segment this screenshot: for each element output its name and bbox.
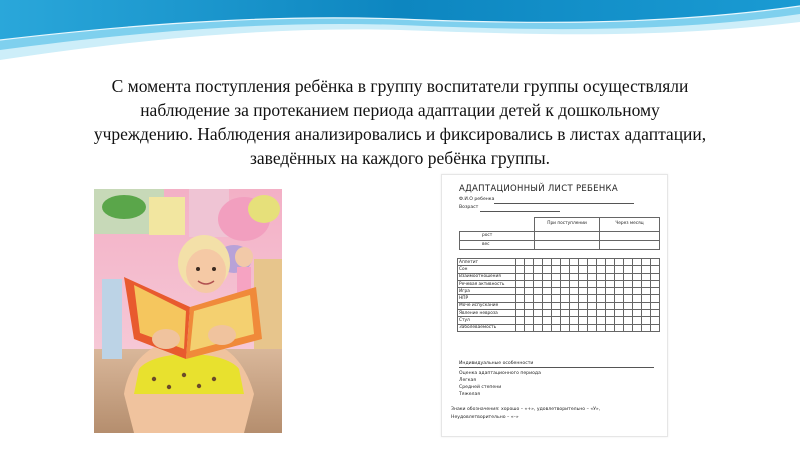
- observation-cell: [516, 317, 525, 324]
- observation-cell: [543, 310, 552, 317]
- observation-row: [458, 288, 660, 295]
- observation-cell: [588, 273, 597, 280]
- observation-cell: [570, 288, 579, 295]
- observation-cell: [543, 259, 552, 266]
- observation-cell: [516, 310, 525, 317]
- assessment-label: Оценка адаптационного периода: [459, 371, 541, 376]
- observation-cell: [588, 266, 597, 273]
- observation-cell: [597, 259, 606, 266]
- observation-cell: [579, 317, 588, 324]
- intro-line: наблюдение за протеканием периода адаптации детей к дошкольному: [140, 100, 660, 120]
- observation-cell: [606, 288, 615, 295]
- observation-cell: [642, 273, 651, 280]
- observation-cell: [615, 317, 624, 324]
- sheet-title: АДАПТАЦИОННЫЙ ЛИСТ РЕБЕНКА: [459, 184, 618, 194]
- observation-cell: [579, 280, 588, 287]
- observation-row-label: Явление невроза: [458, 310, 516, 317]
- individual-features-label: Индивидуальные особенности: [459, 361, 534, 366]
- observation-cell: [579, 273, 588, 280]
- age-label: Возраст: [459, 205, 479, 210]
- observation-cell: [525, 280, 534, 287]
- observation-cell: [597, 295, 606, 302]
- observation-cell: [597, 302, 606, 309]
- observation-row-label: Аппетит: [458, 259, 516, 266]
- observation-cell: [588, 259, 597, 266]
- observation-cell: [588, 302, 597, 309]
- observation-cell: [552, 302, 561, 309]
- observation-cell: [606, 324, 615, 331]
- observation-cell: [615, 266, 624, 273]
- observation-cell: [561, 302, 570, 309]
- observation-cell: [579, 266, 588, 273]
- observation-cell: [588, 280, 597, 287]
- observation-cell: [642, 259, 651, 266]
- observation-cell: [561, 310, 570, 317]
- adaptation-sheet: [441, 174, 668, 437]
- observation-cell: [525, 259, 534, 266]
- observation-cell: [525, 295, 534, 302]
- intro-line: заведённых на каждого ребёнка группы.: [249, 148, 551, 168]
- observation-cell: [552, 295, 561, 302]
- observation-cell: [570, 302, 579, 309]
- observation-cell: [642, 288, 651, 295]
- observation-cell: [651, 324, 660, 331]
- observation-cell: [552, 259, 561, 266]
- observation-row-label: Сон: [458, 266, 516, 273]
- observation-cell: [561, 288, 570, 295]
- growth-row-height: рост: [460, 232, 535, 241]
- level-severe: Тяжелая: [459, 392, 481, 397]
- observation-cell: [597, 288, 606, 295]
- observation-cell: [534, 266, 543, 273]
- observation-cell: [579, 295, 588, 302]
- observation-cell: [615, 288, 624, 295]
- observation-row: [458, 302, 660, 309]
- observation-cell: [624, 259, 633, 266]
- observation-cell: [516, 259, 525, 266]
- observation-cell: [651, 310, 660, 317]
- observation-cell: [597, 310, 606, 317]
- observation-row-label: Стул: [458, 317, 516, 324]
- observation-cell: [588, 288, 597, 295]
- observation-cell: [570, 280, 579, 287]
- observation-cell: [516, 302, 525, 309]
- observation-cell: [561, 317, 570, 324]
- observation-cell: [516, 295, 525, 302]
- level-light: Легкая: [459, 378, 477, 383]
- observation-cell: [552, 310, 561, 317]
- observation-cell: [552, 288, 561, 295]
- header-on-admission: При поступлении: [535, 218, 600, 232]
- observation-cell: [651, 273, 660, 280]
- observation-cell: [633, 273, 642, 280]
- observation-row: [458, 259, 660, 266]
- observation-cell: [561, 273, 570, 280]
- observation-cell: [597, 317, 606, 324]
- observation-cell: [633, 324, 642, 331]
- observation-cell: [651, 302, 660, 309]
- observation-cell: [543, 295, 552, 302]
- observation-cell: [534, 273, 543, 280]
- observation-cell: [516, 324, 525, 331]
- observation-cell: [534, 280, 543, 287]
- observation-cell: [624, 273, 633, 280]
- observation-cell: [624, 295, 633, 302]
- observation-cell: [534, 288, 543, 295]
- observation-cell: [552, 280, 561, 287]
- observation-row: [458, 310, 660, 317]
- observation-cell: [516, 288, 525, 295]
- observation-cell: [642, 324, 651, 331]
- observation-cell: [606, 280, 615, 287]
- observation-cell: [543, 273, 552, 280]
- observation-cell: [606, 310, 615, 317]
- intro-paragraph: [40, 74, 760, 170]
- observation-cell: [615, 295, 624, 302]
- observation-cell: [615, 324, 624, 331]
- observation-cell: [633, 317, 642, 324]
- observation-cell: [543, 317, 552, 324]
- observation-cell: [552, 266, 561, 273]
- child-name-label: Ф.И.О ребенка: [459, 197, 495, 202]
- observation-cell: [561, 324, 570, 331]
- observation-cell: [633, 259, 642, 266]
- observation-cell: [624, 266, 633, 273]
- observation-cell: [651, 317, 660, 324]
- observation-cell: [543, 324, 552, 331]
- observation-cell: [633, 288, 642, 295]
- observation-row: [458, 280, 660, 287]
- observation-cell: [534, 310, 543, 317]
- observation-cell: [624, 302, 633, 309]
- observation-cell: [597, 324, 606, 331]
- header-after-month: Через месяц: [600, 218, 660, 232]
- observation-row: [458, 273, 660, 280]
- observation-cell: [579, 310, 588, 317]
- legend-line-2: Неудовлетворительно – «–»: [451, 415, 519, 420]
- observation-cell: [525, 288, 534, 295]
- observation-cell: [651, 280, 660, 287]
- observation-cell: [624, 280, 633, 287]
- observation-cell: [588, 317, 597, 324]
- observation-cell: [570, 295, 579, 302]
- observation-row-label: Моче испускание: [458, 302, 516, 309]
- observation-cell: [543, 302, 552, 309]
- observation-row-label: НПР: [458, 295, 516, 302]
- age-line: [480, 211, 560, 212]
- observation-cell: [588, 295, 597, 302]
- observation-cell: [615, 310, 624, 317]
- observation-row: [458, 295, 660, 302]
- observation-cell: [534, 295, 543, 302]
- observation-cell: [615, 302, 624, 309]
- observation-cell: [651, 288, 660, 295]
- observation-row-label: Игра: [458, 288, 516, 295]
- observation-cell: [624, 288, 633, 295]
- observation-cell: [516, 273, 525, 280]
- observation-cell: [624, 310, 633, 317]
- observation-cell: [633, 302, 642, 309]
- observation-cell: [561, 295, 570, 302]
- observation-cell: [579, 288, 588, 295]
- observation-cell: [642, 310, 651, 317]
- observation-cell: [534, 317, 543, 324]
- observation-cell: [525, 273, 534, 280]
- observation-cell: [579, 259, 588, 266]
- observation-row: [458, 266, 660, 273]
- intro-line: учреждению. Наблюдения анализировались и фиксировались в листах адаптации,: [93, 124, 707, 144]
- observation-cell: [606, 259, 615, 266]
- observation-cell: [561, 259, 570, 266]
- observation-cell: [606, 295, 615, 302]
- observation-cell: [552, 273, 561, 280]
- intro-line: С момента поступления ребёнка в группу воспитатели группы осуществляли: [111, 76, 689, 96]
- name-line: [494, 203, 634, 204]
- observation-cell: [597, 280, 606, 287]
- observation-cell: [516, 266, 525, 273]
- observation-cell: [579, 324, 588, 331]
- legend-line-1: Знаки обозначения: хорошо – «+», удовлетворительно – «У»,: [451, 407, 601, 412]
- observation-row-label: Взаимоотношения: [458, 273, 516, 280]
- observation-cell: [570, 259, 579, 266]
- child-reading-photo: [94, 189, 282, 433]
- observation-cell: [570, 266, 579, 273]
- observation-cell: [633, 266, 642, 273]
- observation-grid: [457, 258, 660, 332]
- observation-cell: [588, 324, 597, 331]
- observation-cell: [525, 317, 534, 324]
- observation-cell: [606, 266, 615, 273]
- observation-cell: [606, 317, 615, 324]
- observation-cell: [651, 259, 660, 266]
- observation-cell: [642, 295, 651, 302]
- observation-cell: [516, 280, 525, 287]
- observation-cell: [615, 273, 624, 280]
- observation-cell: [525, 310, 534, 317]
- observation-cell: [633, 310, 642, 317]
- observation-cell: [624, 324, 633, 331]
- observation-cell: [642, 280, 651, 287]
- observation-cell: [642, 317, 651, 324]
- observation-cell: [624, 317, 633, 324]
- observation-cell: [570, 310, 579, 317]
- growth-table: [459, 217, 660, 250]
- observation-row: [458, 324, 660, 331]
- observation-cell: [543, 288, 552, 295]
- observation-cell: [651, 266, 660, 273]
- observation-cell: [570, 324, 579, 331]
- observation-cell: [561, 280, 570, 287]
- observation-cell: [633, 280, 642, 287]
- individual-line: [459, 367, 654, 368]
- observation-cell: [570, 317, 579, 324]
- observation-row: [458, 317, 660, 324]
- observation-cell: [561, 266, 570, 273]
- observation-cell: [642, 266, 651, 273]
- observation-cell: [525, 324, 534, 331]
- observation-cell: [552, 317, 561, 324]
- level-medium: Средней степени: [459, 385, 502, 390]
- observation-cell: [606, 302, 615, 309]
- observation-cell: [651, 295, 660, 302]
- header-wave-decoration: [0, 0, 800, 70]
- observation-cell: [534, 259, 543, 266]
- observation-cell: [570, 273, 579, 280]
- observation-cell: [579, 302, 588, 309]
- observation-row-label: Заболеваемость: [458, 324, 516, 331]
- observation-cell: [543, 280, 552, 287]
- observation-cell: [534, 302, 543, 309]
- observation-cell: [525, 266, 534, 273]
- observation-cell: [552, 324, 561, 331]
- observation-cell: [597, 273, 606, 280]
- observation-cell: [525, 302, 534, 309]
- observation-cell: [534, 324, 543, 331]
- observation-cell: [597, 266, 606, 273]
- observation-cell: [543, 266, 552, 273]
- growth-row-weight: вес: [460, 241, 535, 250]
- observation-cell: [642, 302, 651, 309]
- observation-row-label: Речевая активность: [458, 280, 516, 287]
- observation-cell: [615, 280, 624, 287]
- observation-cell: [588, 310, 597, 317]
- observation-cell: [606, 273, 615, 280]
- observation-cell: [615, 259, 624, 266]
- observation-cell: [633, 295, 642, 302]
